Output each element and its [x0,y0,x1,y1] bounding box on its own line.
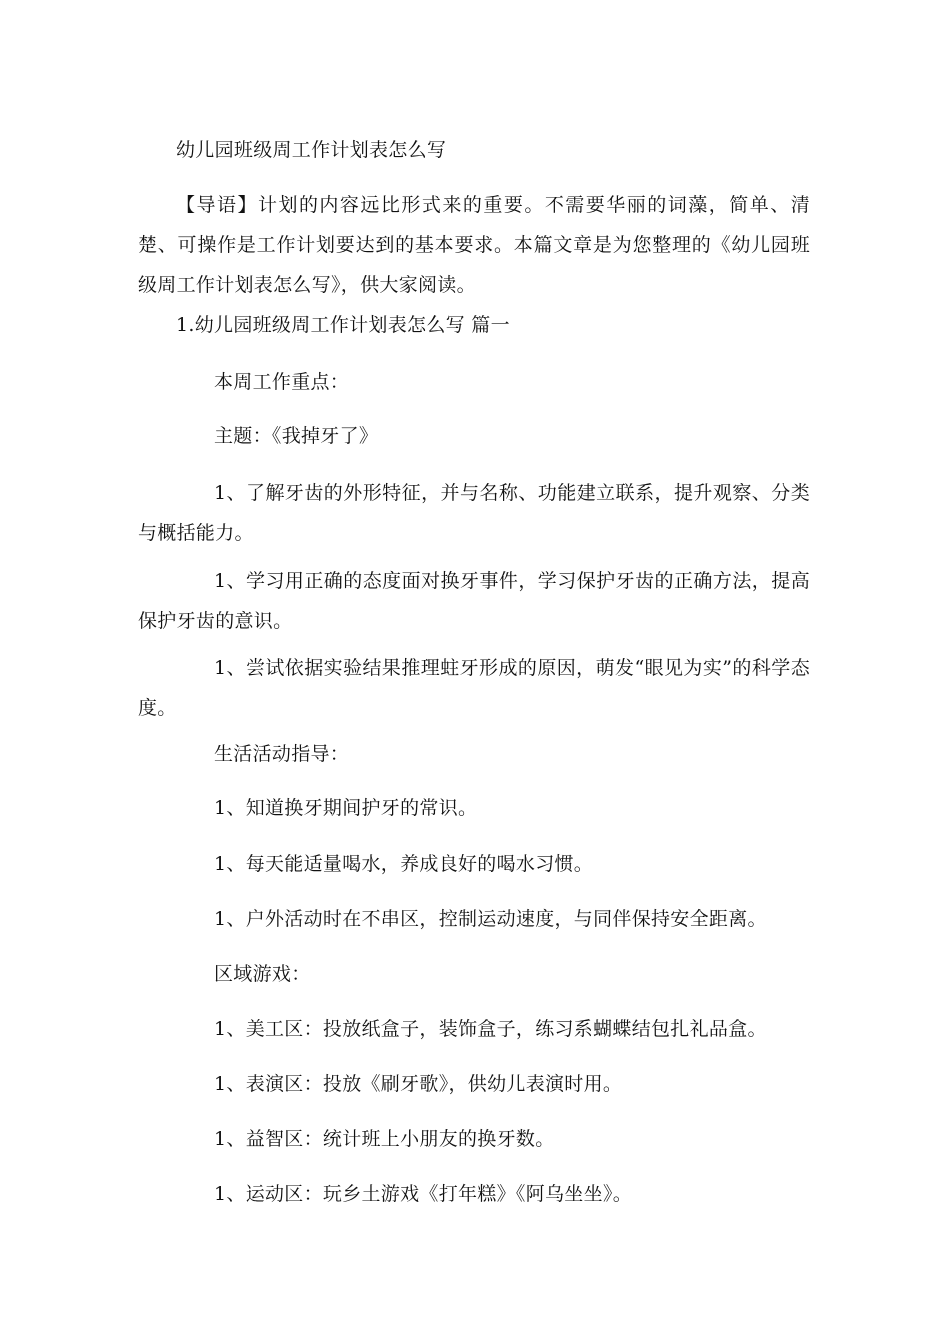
goal-item: 1、了解牙齿的外形特征，并与名称、功能建立联系，提升观察、分类与概括能力。 [138,482,810,544]
intro-paragraph: 【导语】计划的内容远比形式来的重要。不需要华丽的词藻，简单、清楚、可操作是工作计划要达到的基本要求。本篇文章是为您整理的《幼儿园班级周工作计划表怎么写》，供大家阅读。 [138,194,810,296]
area-item: 1、美工区：投放纸盒子，装饰盒子，练习系蝴蝶结包扎礼品盒。 [214,1018,767,1040]
life-item: 1、每天能适量喝水，养成良好的喝水习惯。 [214,853,594,875]
life-item: 1、知道换牙期间护牙的常识。 [214,797,478,819]
focus-label: 本周工作重点： [214,371,350,393]
goal-item: 1、尝试依据实验结果推理蛀牙形成的原因，萌发“眼见为实”的科学态度。 [138,657,810,719]
goal-item: 1、学习用正确的态度面对换牙事件，学习保护牙齿的正确方法，提高保护牙齿的意识。 [138,570,810,632]
life-label: 生活活动指导： [214,743,350,765]
life-item: 1、户外活动时在不串区，控制运动速度，与同伴保持安全距离。 [214,908,767,930]
area-item: 1、表演区：投放《刷牙歌》，供幼儿表演时用。 [214,1073,623,1095]
document-title: 幼儿园班级周工作计划表怎么写 [176,139,447,161]
theme-line: 主题：《我掉牙了》 [214,425,379,447]
area-label: 区域游戏： [214,963,311,985]
area-item: 1、益智区：统计班上小朋友的换牙数。 [214,1128,555,1150]
area-item: 1、运动区：玩乡土游戏《打年糕》《阿乌坐坐》。 [214,1183,632,1205]
section-heading: 1.幼儿园班级周工作计划表怎么写 篇一 [176,314,510,336]
